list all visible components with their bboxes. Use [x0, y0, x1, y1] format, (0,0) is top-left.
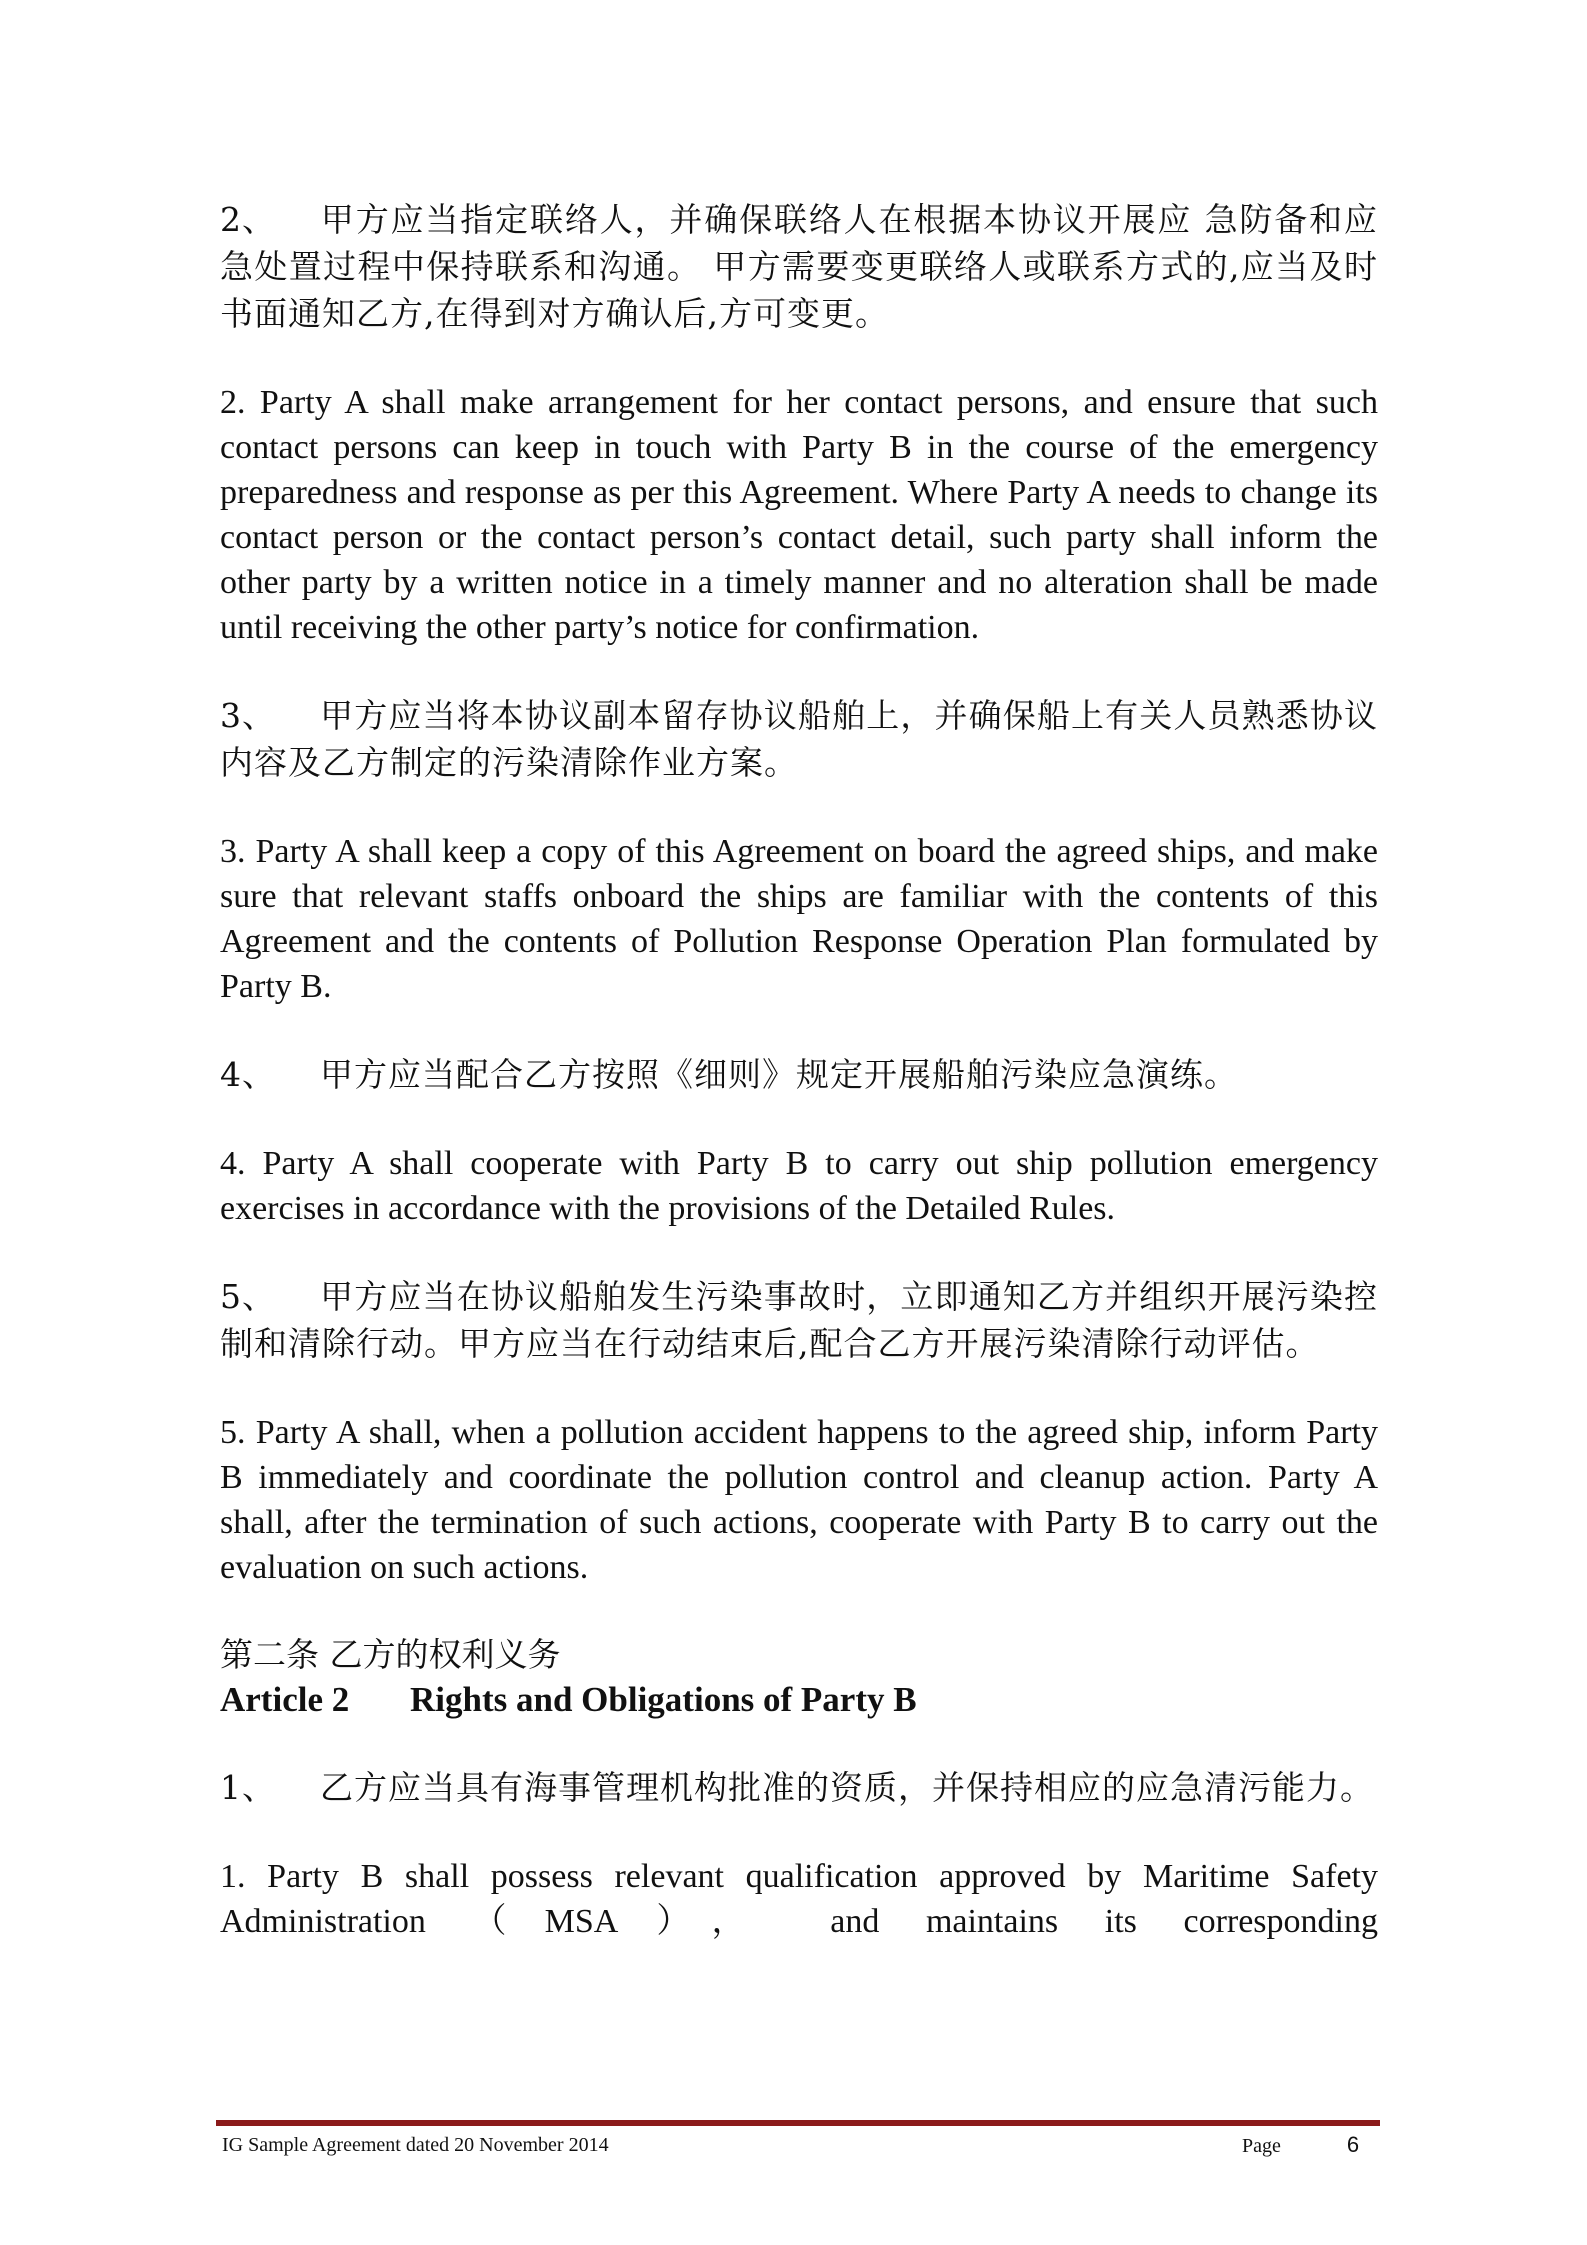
article-title-en [220, 1678, 1378, 1722]
clause-text: 甲方应当在协议船舶发生污染事故时，立即通知乙方并组织开展污染控制和清除行动。甲方应当在行动结束后,配合乙方开展污染清除行动评估。 [220, 1277, 1378, 1363]
article-title-cn: 第二条 乙方的权利义务 [220, 1635, 561, 1674]
page-content [220, 196, 1378, 1944]
clause-4-cn [220, 1051, 1378, 1098]
clause-3-cn [220, 692, 1378, 786]
clause-2-en: 2. Party A shall make arrangement for her contact persons, and ensure that such contact persons can keep in touch with Party B in the course of the emergency preparedness and response as per this Agreement. Where Party A needs to change its contact person or the contact person’s contact detail, such party shall inform the other party by a written notice in a timely manner and no alteration shall be made until receiving the other party’s notice for confirmation. [220, 384, 1378, 646]
article-2-clause-1-en: 1. Party B shall possess relevant qualification approved by Maritime Safety Administration （MSA）， and maintains its corresponding [220, 1858, 1378, 1940]
footer-page-number: 6 [1346, 2132, 1360, 2157]
clause-number: 1、 [220, 1768, 276, 1807]
footer-page-label: Page [1242, 2135, 1281, 2157]
clause-number: 5、 [220, 1277, 276, 1316]
footer-document-title: IG Sample Agreement dated 20 November 2014 [222, 2134, 609, 2156]
clause-text: 乙方应当具有海事管理机构批准的资质，并保持相应的应急清污能力。 [320, 1768, 1374, 1807]
clause-2-cn [220, 196, 1378, 337]
footer-page-info [1242, 2133, 1359, 2158]
clause-text: 甲方应当将本协议副本留存协议船舶上，并确保船上有关人员熟悉协议内容及乙方制定的污染清除作业方案。 [220, 696, 1378, 782]
footer-rule [216, 2120, 1380, 2126]
clause-5-cn [220, 1273, 1378, 1367]
article-title-text: Rights and Obligations of Party B [410, 1680, 917, 1719]
clause-5-en: 5. Party A shall, when a pollution accident happens to the agreed ship, inform Party B immediately and coordinate the pollution control and cleanup action. Party A shall, after the termination of such actions, cooperate with Party B to carry out the evaluation on such actions. [220, 1414, 1378, 1586]
clause-text: 甲方应当指定联络人，并确保联络人在根据本协议开展应 急防备和应急处置过程中保持联系和沟通。 甲方需要变更联络人或联系方式的,应当及时书面通知乙方,在得到对方确认后,方可变更。 [220, 200, 1378, 333]
clause-number: 4、 [220, 1055, 276, 1094]
clause-4-en: 4. Party A shall cooperate with Party B to carry out ship pollution emergency exercises in accordance with the provisions of the Detailed Rules. [220, 1145, 1378, 1227]
clause-3-en: 3. Party A shall keep a copy of this Agreement on board the agreed ships, and make sure that relevant staffs onboard the ships are familiar with the contents of this Agreement and the contents of Pollution Response Operation Plan formulated by Party B. [220, 833, 1378, 1005]
clause-text: 甲方应当配合乙方按照《细则》规定开展船舶污染应急演练。 [320, 1055, 1238, 1094]
article-2-clause-1-cn [220, 1764, 1378, 1811]
article-label: Article 2 [220, 1680, 350, 1719]
clause-number: 3、 [220, 696, 276, 735]
clause-number: 2、 [220, 200, 276, 239]
